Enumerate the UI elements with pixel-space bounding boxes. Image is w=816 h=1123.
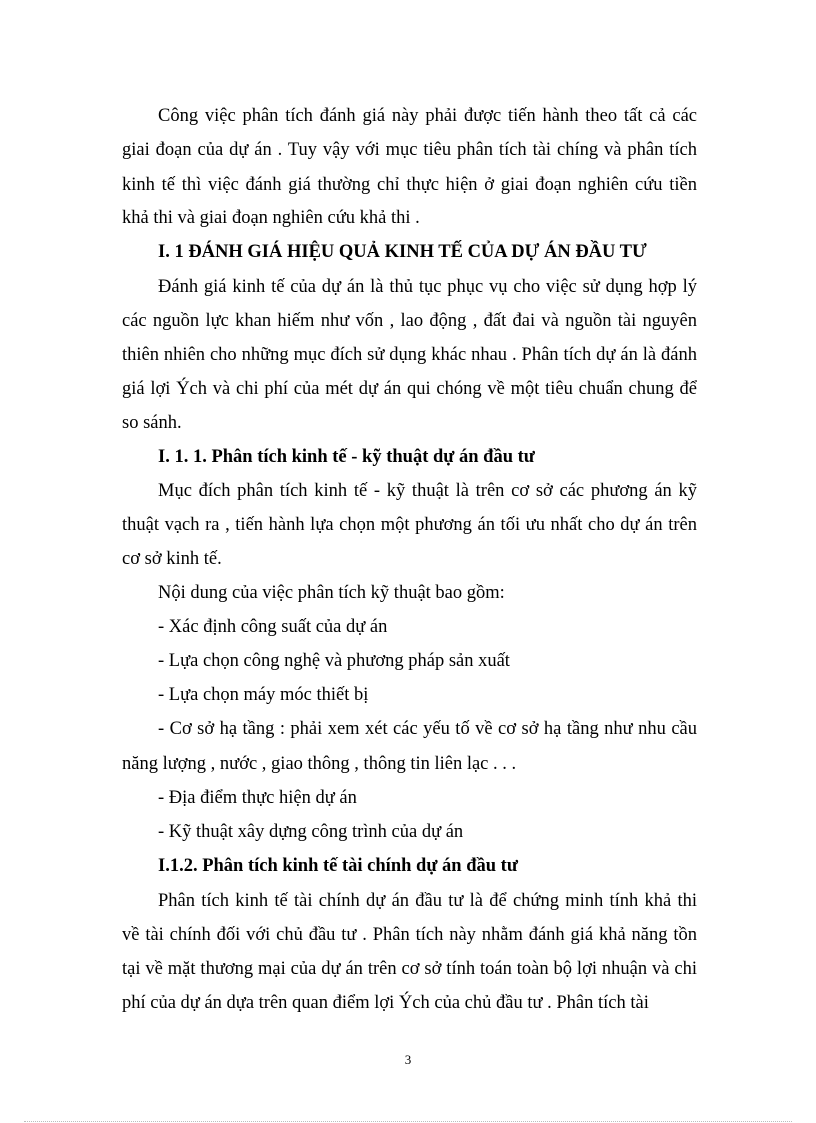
list-item-continuation: năng lượng , nước , giao thông , thông tin liên lạc . . . bbox=[122, 754, 517, 774]
list-item: - Cơ sở hạ tầng : phải xem xét các yếu tố về cơ sở hạ tầng như nhu cầu bbox=[158, 719, 697, 739]
section-heading: I. 1 ĐÁNH GIÁ HIỆU QUẢ KINH TẾ CỦA DỰ ÁN ĐẦU TƯ bbox=[158, 242, 647, 262]
paragraph-line: về tài chính đối với chủ đầu tư . Phân tích này nhằm đánh giá khả năng tồn bbox=[122, 925, 697, 945]
paragraph-line: Phân tích kinh tế tài chính dự án đầu tư là để chứng minh tính khả thi bbox=[158, 891, 697, 911]
paragraph-line: giai đoạn của dự án . Tuy vậy với mục tiêu phân tích tài chíng và phân tích bbox=[122, 140, 697, 160]
paragraph-line: Công việc phân tích đánh giá này phải được tiến hành theo tất cả các bbox=[158, 106, 697, 126]
paragraph-line: kinh tế thì việc đánh giá thường chỉ thực hiện ở giai đoạn nghiên cứu tiền bbox=[122, 175, 697, 195]
paragraph-line: cơ sở kinh tế. bbox=[122, 549, 222, 569]
paragraph-line: Mục đích phân tích kinh tế - kỹ thuật là trên cơ sở các phương án kỹ bbox=[158, 481, 697, 501]
list-item: - Lựa chọn máy móc thiết bị bbox=[158, 685, 369, 705]
paragraph-line: các nguồn lực khan hiếm như vốn , lao động , đất đai và nguồn tài nguyên bbox=[122, 311, 697, 331]
page-number: 3 bbox=[404, 1052, 412, 1067]
subsection-heading: I. 1. 1. Phân tích kinh tế - kỹ thuật dự án đầu tư bbox=[158, 447, 535, 467]
subsection-heading: I.1.2. Phân tích kinh tế tài chính dự án đầu tư bbox=[158, 856, 518, 876]
paragraph-line: Đánh giá kinh tế của dự án là thủ tục phục vụ cho việc sử dụng hợp lý bbox=[158, 277, 697, 297]
list-item: - Xác định công suất của dự án bbox=[158, 617, 388, 637]
paragraph-line: thuật vạch ra , tiến hành lựa chọn một phương án tối ưu nhất cho dự án trên bbox=[122, 515, 697, 535]
paragraph-line: thiên nhiên cho những mục đích sử dụng khác nhau . Phân tích dự án là đánh bbox=[122, 345, 697, 365]
paragraph-line: khả thi và giai đoạn nghiên cứu khả thi . bbox=[122, 208, 420, 228]
paragraph-line: so sánh. bbox=[122, 413, 182, 433]
list-item: - Địa điểm thực hiện dự án bbox=[158, 788, 357, 808]
page-bottom-divider bbox=[24, 1121, 792, 1122]
paragraph-line: giá lợi Ých và chi phí của mét dự án qui chóng về một tiêu chuẩn chung để bbox=[122, 379, 697, 399]
list-item: - Kỹ thuật xây dựng công trình của dự án bbox=[158, 822, 464, 842]
paragraph-line: phí của dự án dựa trên quan điểm lợi Ých của chủ đầu tư . Phân tích tài bbox=[122, 993, 649, 1013]
list-item: - Lựa chọn công nghệ và phương pháp sản xuất bbox=[158, 651, 510, 671]
paragraph-line: Nội dung của việc phân tích kỹ thuật bao gồm: bbox=[158, 583, 505, 603]
paragraph-line: tại về mặt thương mại của dự án trên cơ sở tính toán toàn bộ lợi nhuận và chi bbox=[122, 959, 697, 979]
